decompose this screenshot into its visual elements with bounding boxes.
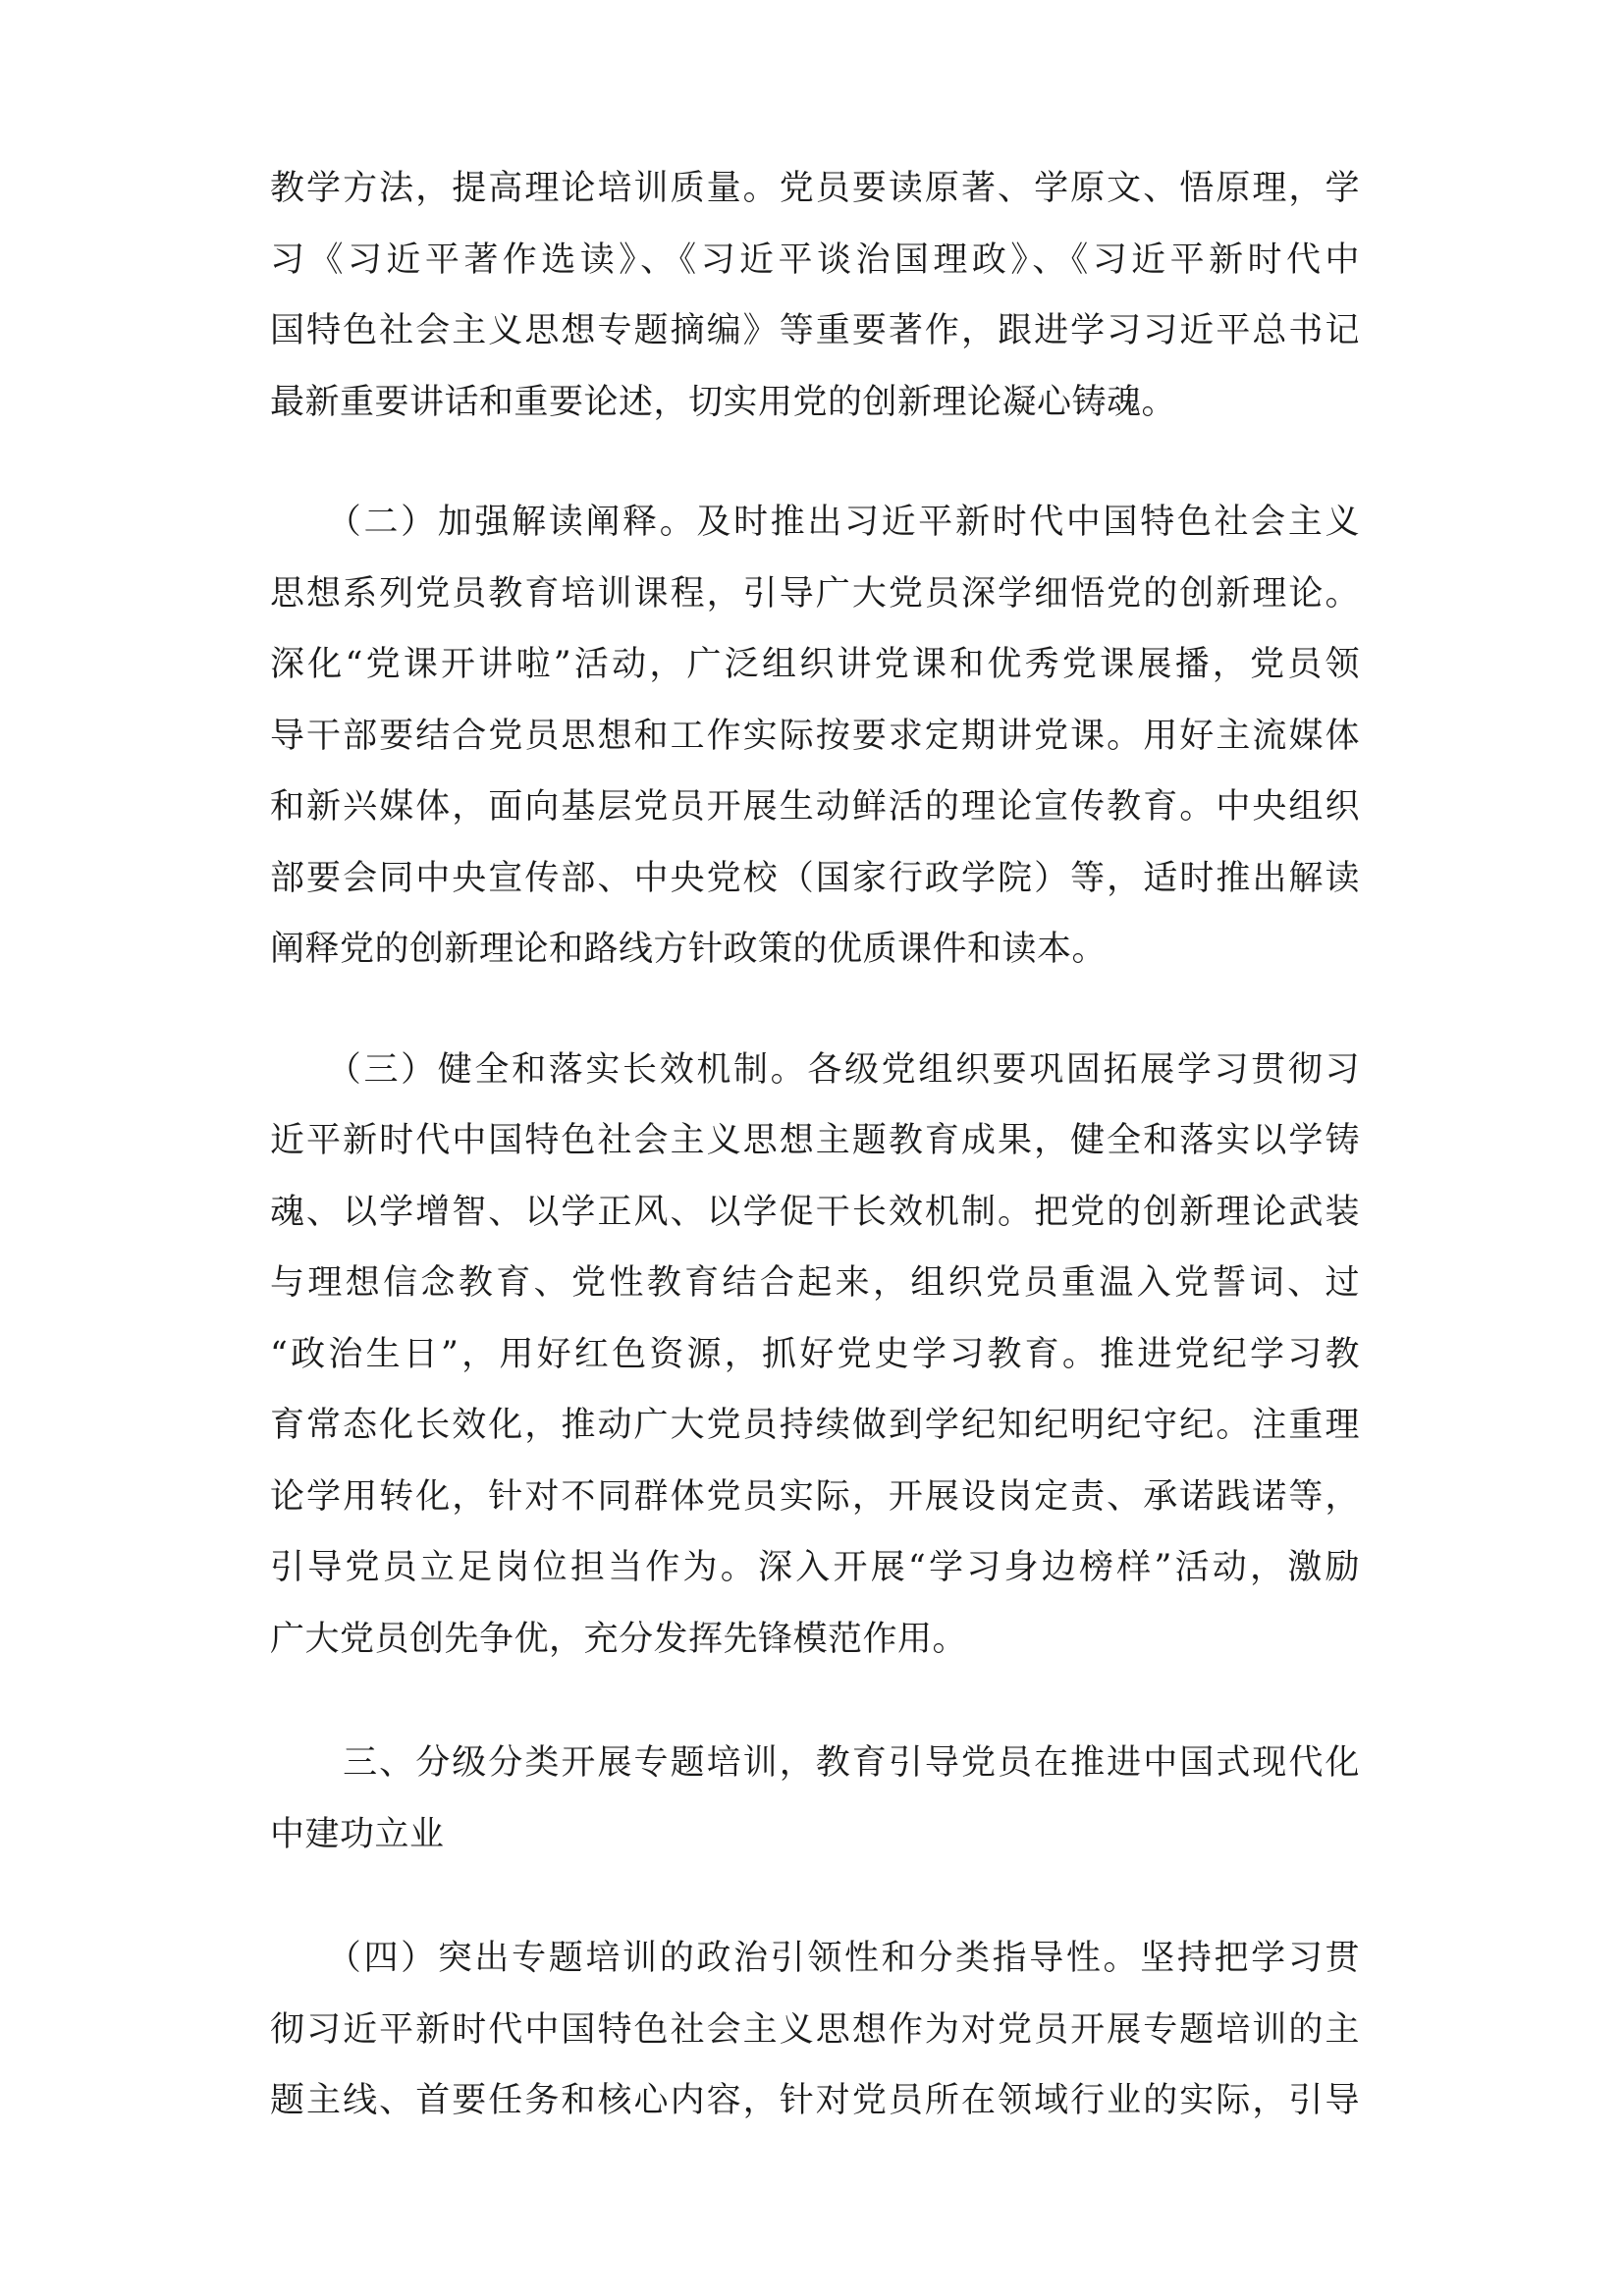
text-line: （四）突出专题培训的政治引领性和分类指导性。坚持把学习贯	[270, 1939, 1360, 1978]
text-line: 近平新时代中国特色社会主义思想主题教育成果，健全和落实以学铸	[270, 1121, 1360, 1160]
section-heading-3	[270, 1728, 1360, 1870]
text-line: 引导党员立足岗位担当作为。深入开展“学习身边榜样”活动，激励	[270, 1548, 1360, 1587]
text-line: “政治生日”，用好红色资源，抓好党史学习教育。推进党纪学习教	[270, 1334, 1360, 1374]
text-line: 最新重要讲话和重要论述，切实用党的创新理论凝心铸魂。	[270, 382, 1177, 422]
text-line: 与理想信念教育、党性教育结合起来，组织党员重温入党誓词、过	[270, 1263, 1360, 1303]
text-line: 深化“党课开讲啦”活动，广泛组织讲党课和优秀党课展播，党员领	[270, 645, 1360, 684]
paragraph-study-originals	[270, 153, 1360, 438]
text-line: 和新兴媒体，面向基层党员开展生动鲜活的理论宣传教育。中央组织	[270, 787, 1360, 827]
text-line: 广大党员创先争优，充分发挥先锋模范作用。	[270, 1619, 968, 1659]
text-line: 习《习近平著作选读》、《习近平谈治国理政》、《习近平新时代中	[270, 240, 1360, 280]
text-line: （二）加强解读阐释。及时推出习近平新时代中国特色社会主义	[270, 503, 1360, 542]
text-line: 导干部要结合党员思想和工作实际按要求定期讲党课。用好主流媒体	[270, 716, 1360, 756]
text-line: 国特色社会主义思想专题摘编》等重要著作，跟进学习习近平总书记	[270, 311, 1360, 350]
text-line: 阐释党的创新理论和路线方针政策的优质课件和读本。	[270, 930, 1108, 969]
text-line: 育常态化长效化，推动广大党员持续做到学纪知纪明纪守纪。注重理	[270, 1406, 1360, 1445]
paragraph-section-4	[270, 1923, 1360, 2137]
text-line: 教学方法，提高理论培训质量。党员要读原著、学原文、悟原理，学	[270, 169, 1360, 208]
text-line: 魂、以学增智、以学正风、以学促干长效机制。把党的创新理论武装	[270, 1192, 1360, 1232]
heading-line: 三、分级分类开展专题培训，教育引导党员在推进中国式现代化	[270, 1743, 1360, 1783]
text-line: 题主线、首要任务和核心内容，针对党员所在领域行业的实际，引导	[270, 2081, 1360, 2120]
text-line: 论学用转化，针对不同群体党员实际，开展设岗定责、承诺践诺等，	[270, 1476, 1360, 1517]
paragraph-section-2	[270, 487, 1360, 986]
paragraph-section-3	[270, 1035, 1360, 1676]
text-line: （三）健全和落实长效机制。各级党组织要巩固拓展学习贯彻习	[270, 1049, 1360, 1090]
heading-line: 中建功立业	[270, 1814, 445, 1854]
document-body	[270, 153, 1360, 2137]
text-line: 彻习近平新时代中国特色社会主义思想作为对党员开展专题培训的主	[270, 2009, 1360, 2050]
text-line: 思想系列党员教育培训课程，引导广大党员深学细悟党的创新理论。	[270, 573, 1360, 614]
text-line: 部要会同中央宣传部、中央党校（国家行政学院）等，适时推出解读	[270, 858, 1360, 898]
